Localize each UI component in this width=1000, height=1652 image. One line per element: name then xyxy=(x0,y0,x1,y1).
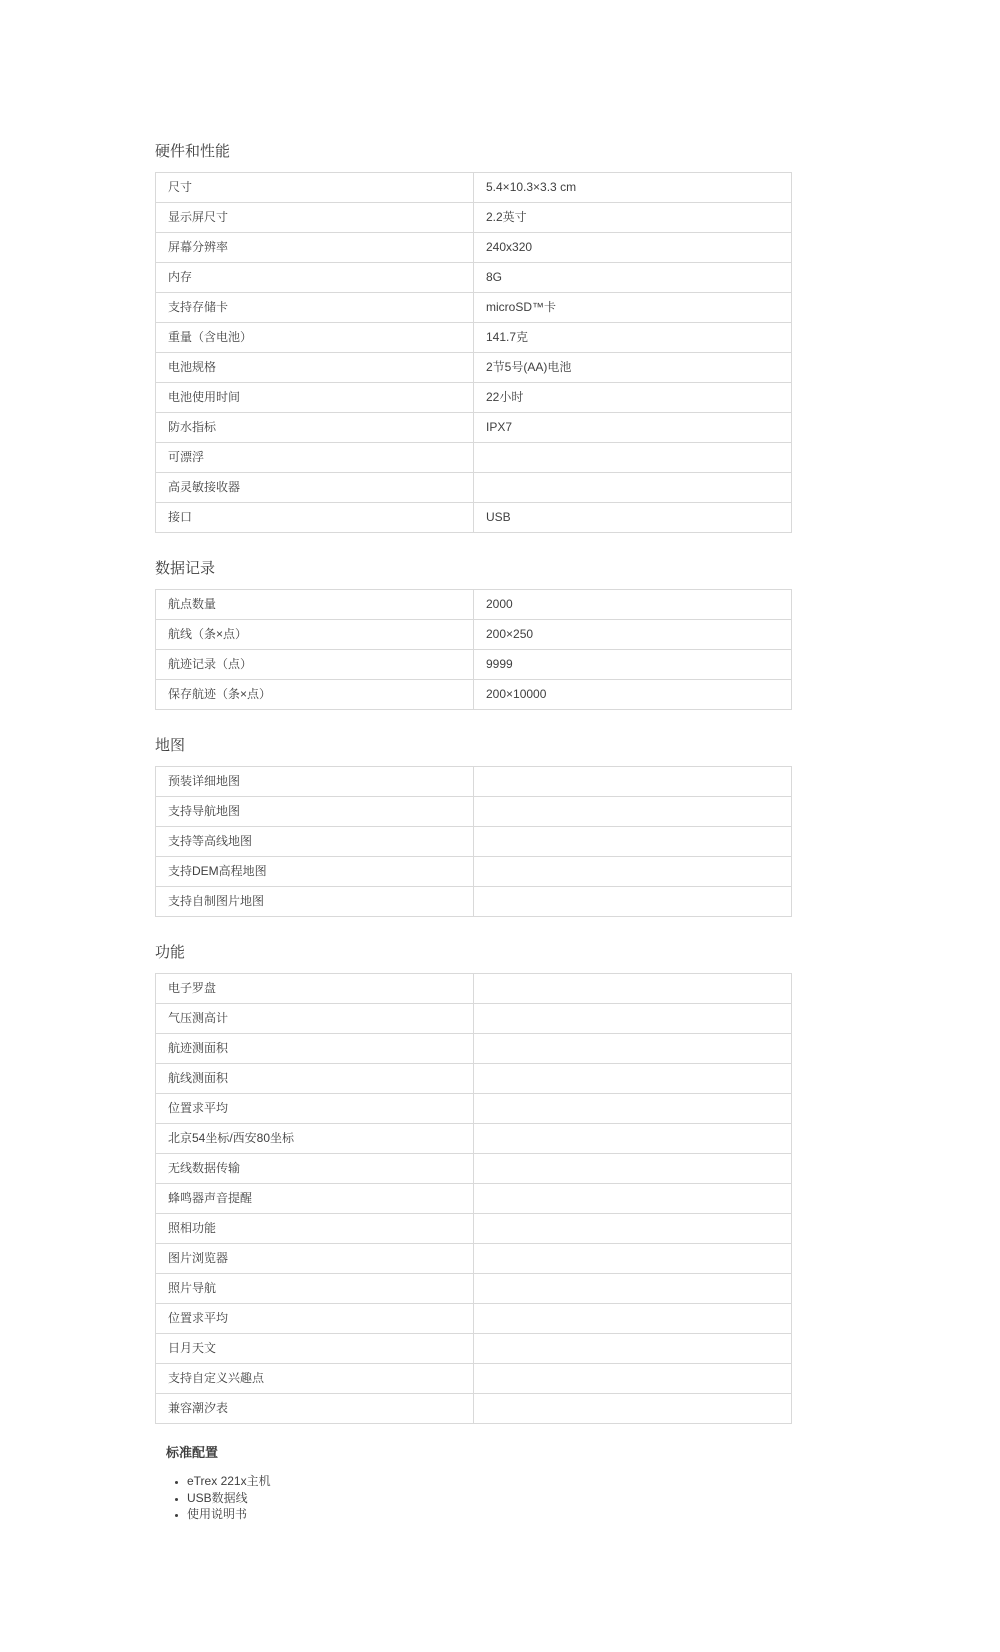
spec-table xyxy=(155,766,792,917)
spec-value xyxy=(474,827,792,857)
table-row xyxy=(156,974,792,1004)
table-row xyxy=(156,650,792,680)
table-row xyxy=(156,827,792,857)
spec-label: 航迹测面积 xyxy=(156,1034,474,1064)
table-row xyxy=(156,590,792,620)
table-row xyxy=(156,620,792,650)
spec-label: 航线测面积 xyxy=(156,1064,474,1094)
spec-value: microSD™卡 xyxy=(474,293,792,323)
spec-value xyxy=(474,473,792,503)
spec-value: 240x320 xyxy=(474,233,792,263)
table-row xyxy=(156,887,792,917)
spec-label: 可漂浮 xyxy=(156,443,474,473)
spec-label: 图片浏览器 xyxy=(156,1244,474,1274)
spec-label: 预装详细地图 xyxy=(156,767,474,797)
spec-value xyxy=(474,1304,792,1334)
table-row xyxy=(156,857,792,887)
table-row xyxy=(156,203,792,233)
spec-table xyxy=(155,589,792,710)
standard-config-title: 标准配置 xyxy=(166,1445,219,1460)
spec-value xyxy=(474,1034,792,1064)
spec-label: 屏幕分辨率 xyxy=(156,233,474,263)
table-row xyxy=(156,1124,792,1154)
spec-value xyxy=(474,857,792,887)
spec-value: USB xyxy=(474,503,792,533)
spec-label: 北京54坐标/西安80坐标 xyxy=(156,1124,474,1154)
spec-value xyxy=(474,1244,792,1274)
spec-value xyxy=(474,1004,792,1034)
spec-value: 200×250 xyxy=(474,620,792,650)
spec-label: 保存航迹（条×点） xyxy=(156,680,474,710)
spec-label: 尺寸 xyxy=(156,173,474,203)
spec-value: 2.2英寸 xyxy=(474,203,792,233)
standard-config-list xyxy=(166,1473,792,1523)
spec-value: 5.4×10.3×3.3 cm xyxy=(474,173,792,203)
spec-label: 航线（条×点） xyxy=(156,620,474,650)
spec-label: 气压测高计 xyxy=(156,1004,474,1034)
standard-config-section xyxy=(166,1445,792,1523)
spec-section xyxy=(155,142,792,533)
spec-value xyxy=(474,1394,792,1424)
spec-value: IPX7 xyxy=(474,413,792,443)
spec-value xyxy=(474,1334,792,1364)
spec-value xyxy=(474,1064,792,1094)
spec-label: 支持存储卡 xyxy=(156,293,474,323)
spec-label: 位置求平均 xyxy=(156,1304,474,1334)
spec-label: 支持自制图片地图 xyxy=(156,887,474,917)
table-row xyxy=(156,263,792,293)
standard-config-item: • 使用说明书 xyxy=(187,1506,792,1523)
spec-label: 兼容潮汐表 xyxy=(156,1394,474,1424)
table-row xyxy=(156,1184,792,1214)
table-row xyxy=(156,1214,792,1244)
spec-label: 防水指标 xyxy=(156,413,474,443)
spec-label: 重量（含电池） xyxy=(156,323,474,353)
spec-label: 支持等高线地图 xyxy=(156,827,474,857)
spec-value: 22小时 xyxy=(474,383,792,413)
spec-label: 日月天文 xyxy=(156,1334,474,1364)
spec-value xyxy=(474,1124,792,1154)
spec-section xyxy=(155,943,792,1424)
spec-value: 141.7克 xyxy=(474,323,792,353)
spec-value: 8G xyxy=(474,263,792,293)
spec-value xyxy=(474,1094,792,1124)
table-row xyxy=(156,443,792,473)
spec-label: 航迹记录（点） xyxy=(156,650,474,680)
table-row xyxy=(156,1034,792,1064)
spec-label: 蜂鸣器声音提醒 xyxy=(156,1184,474,1214)
spec-label: 支持DEM高程地图 xyxy=(156,857,474,887)
spec-value xyxy=(474,1154,792,1184)
spec-value xyxy=(474,974,792,1004)
spec-section xyxy=(155,559,792,710)
spec-value xyxy=(474,1184,792,1214)
spec-value xyxy=(474,1364,792,1394)
table-row xyxy=(156,413,792,443)
spec-value xyxy=(474,767,792,797)
table-row xyxy=(156,680,792,710)
table-row xyxy=(156,293,792,323)
section-title: 地图 xyxy=(155,737,186,754)
spec-value xyxy=(474,797,792,827)
spec-label: 电子罗盘 xyxy=(156,974,474,1004)
spec-section xyxy=(155,736,792,917)
spec-label: 航点数量 xyxy=(156,590,474,620)
spec-table xyxy=(155,172,792,533)
table-row xyxy=(156,233,792,263)
standard-config-item: • USB数据线 xyxy=(187,1490,792,1507)
section-title: 数据记录 xyxy=(155,560,216,577)
section-title: 功能 xyxy=(155,944,186,961)
spec-label: 显示屏尺寸 xyxy=(156,203,474,233)
table-row xyxy=(156,323,792,353)
spec-value xyxy=(474,443,792,473)
table-row xyxy=(156,1244,792,1274)
spec-value: 200×10000 xyxy=(474,680,792,710)
spec-value xyxy=(474,1214,792,1244)
spec-label: 电池规格 xyxy=(156,353,474,383)
table-row xyxy=(156,1064,792,1094)
spec-label: 接口 xyxy=(156,503,474,533)
table-row xyxy=(156,473,792,503)
table-row xyxy=(156,353,792,383)
spec-value xyxy=(474,887,792,917)
spec-value: 2000 xyxy=(474,590,792,620)
table-row xyxy=(156,767,792,797)
spec-label: 支持导航地图 xyxy=(156,797,474,827)
table-row xyxy=(156,1274,792,1304)
spec-table xyxy=(155,973,792,1424)
section-title: 硬件和性能 xyxy=(155,143,231,160)
table-row xyxy=(156,383,792,413)
spec-label: 高灵敏接收器 xyxy=(156,473,474,503)
spec-content xyxy=(155,142,792,1523)
spec-value: 2节5号(AA)电池 xyxy=(474,353,792,383)
table-row xyxy=(156,1364,792,1394)
standard-config-item: • eTrex 221x主机 xyxy=(187,1473,792,1490)
spec-label: 电池使用时间 xyxy=(156,383,474,413)
spec-value: 9999 xyxy=(474,650,792,680)
spec-label: 位置求平均 xyxy=(156,1094,474,1124)
table-row xyxy=(156,1004,792,1034)
table-row xyxy=(156,1154,792,1184)
spec-label: 照相功能 xyxy=(156,1214,474,1244)
table-row xyxy=(156,1094,792,1124)
spec-value xyxy=(474,1274,792,1304)
table-row xyxy=(156,1394,792,1424)
spec-label: 无线数据传输 xyxy=(156,1154,474,1184)
spec-label: 支持自定义兴趣点 xyxy=(156,1364,474,1394)
spec-label: 照片导航 xyxy=(156,1274,474,1304)
table-row xyxy=(156,1304,792,1334)
table-row xyxy=(156,173,792,203)
table-row xyxy=(156,797,792,827)
table-row xyxy=(156,503,792,533)
spec-label: 内存 xyxy=(156,263,474,293)
table-row xyxy=(156,1334,792,1364)
